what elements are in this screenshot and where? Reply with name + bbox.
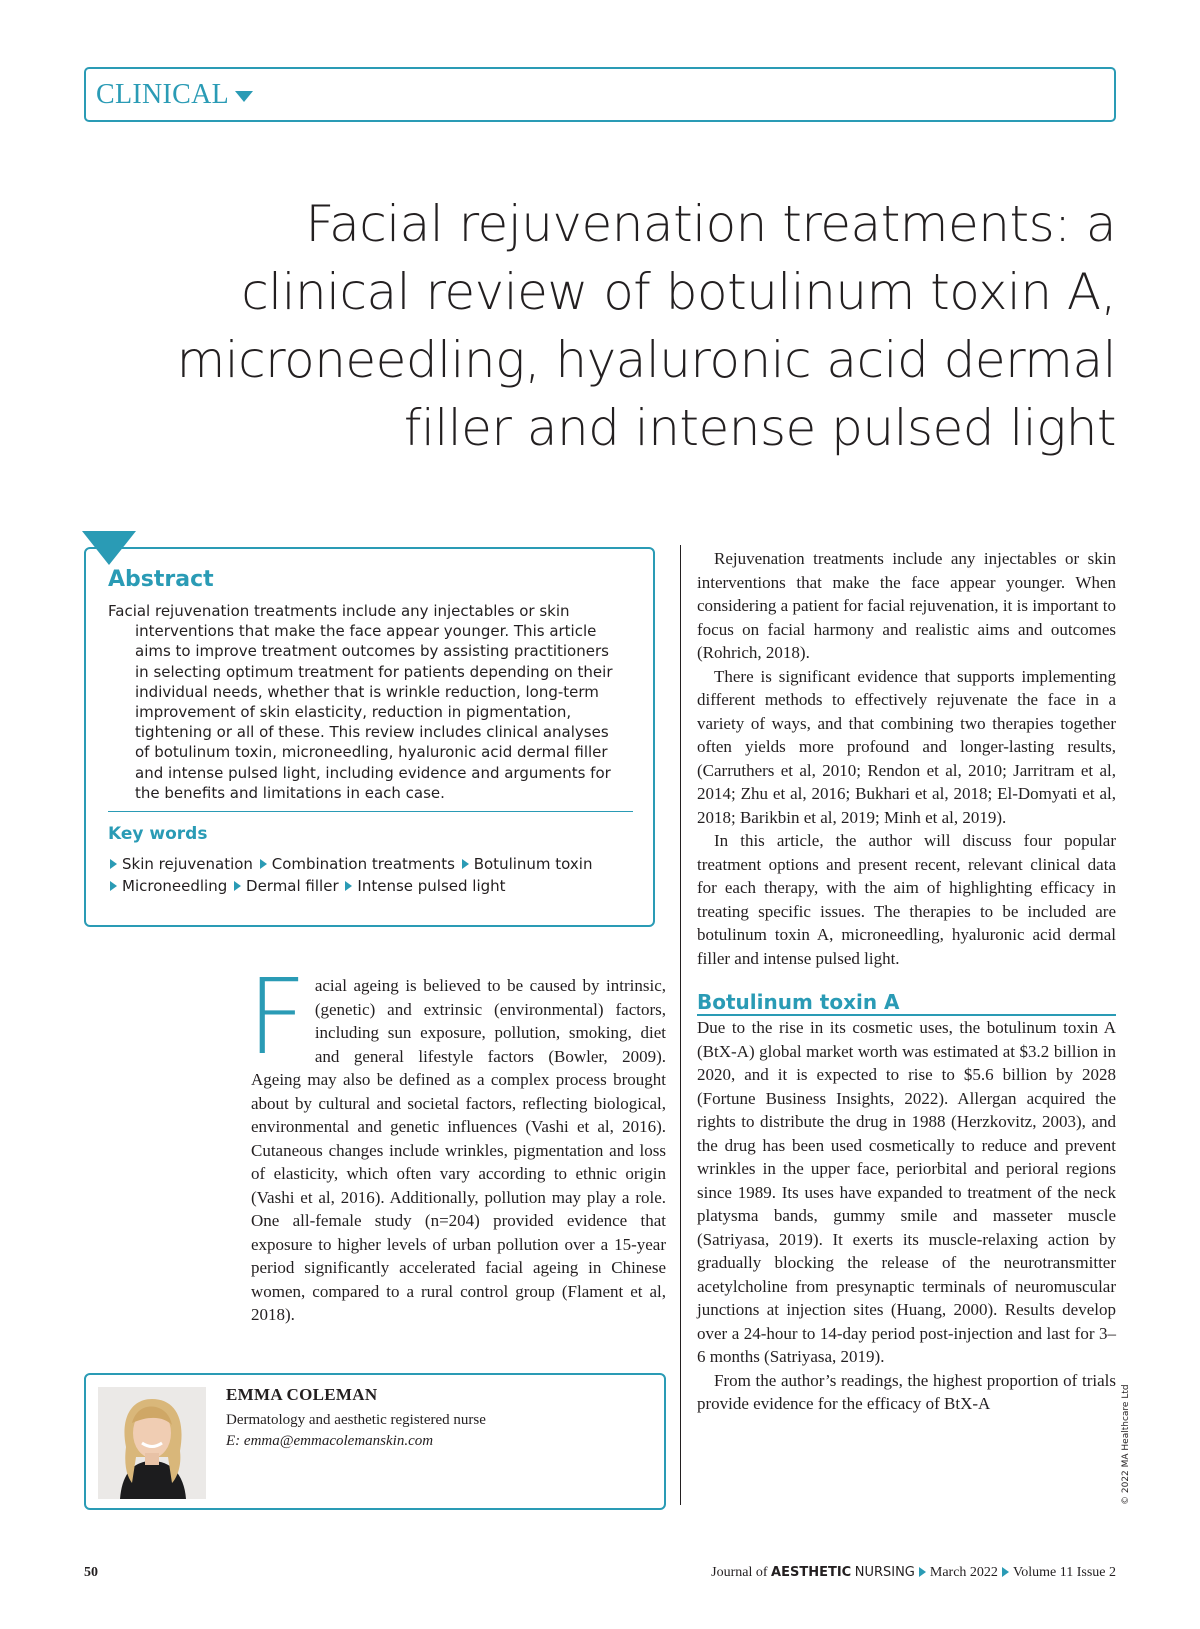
triangle-down-icon — [235, 91, 253, 102]
body-paragraph: There is significant evidence that supports implementing different methods to effectively rejuvenate the face in a variety of ways, and that combining two therapies together often yields more profound and longer-lasting results, (Carruthers et al, 2010; Rendon et al, 2010; Jarritram et al, 2014; Zhu et al, 2016; Bukhari et al, 2018; El-Domyati et al, 2018; Barikbin et al, 2019; Minh et al, 2019). — [697, 666, 1116, 827]
keyword: Botulinum toxin — [473, 855, 593, 873]
keyword: Microneedling — [122, 877, 228, 895]
arrow-right-icon — [462, 859, 469, 869]
page-number: 50 — [84, 1565, 98, 1580]
body-paragraph: Rejuvenation treatments include any injectables or skin interventions that make the face appear younger. When considering a patient for facial rejuvenation, it is important to focus on facial harmony and realistic aims and outcomes (Rohrich, 2018). — [697, 549, 1116, 662]
author-name: EMMA COLEMAN — [226, 1385, 378, 1404]
keywords-heading: Key words — [108, 824, 208, 844]
abstract-box — [84, 547, 655, 927]
intro-text: acial ageing is believed to be caused by intrinsic, (genetic) and extrinsic (environmental) factors, including sun exposure, pollution, smoking, diet and general lifestyle factors (Bowler, 2009). Ageing may also be defined as a complex process brought about by cultural and societal factors, reflecting biological, environmental and genetic influences (Vashi et al, 2016). Cutaneous changes include wrinkles, pigmentation and loss of elasticity, which often vary according to ethnic origin (Vashi et al, 2016). Additionally, pollution may play a role. One all-female study (n=204) provided evidence that exposure to higher levels of urban pollution over a 15-year period significantly accelerated facial ageing in Chinese women, compared to a rural control group (Flament et al, 2018). — [251, 976, 666, 1324]
journal-prefix: Journal of — [711, 1565, 768, 1580]
intro-paragraph — [247, 956, 666, 1327]
column-divider — [680, 545, 681, 1505]
section-heading: Botulinum toxin A — [697, 991, 1116, 1016]
arrow-right-icon — [1002, 1567, 1009, 1577]
drop-cap: F — [247, 956, 307, 1078]
divider — [108, 811, 633, 812]
arrow-right-icon — [110, 881, 117, 891]
article-title: Facial rejuvenation treatments: a clinical review of botulinum toxin A, microneedling, hyaluronic acid dermal filler and intense pulsed light — [176, 195, 1116, 457]
section-label: CLINICAL — [96, 79, 253, 111]
right-column — [697, 547, 1116, 1416]
keyword: Intense pulsed light — [357, 877, 506, 895]
abstract-heading: Abstract — [108, 567, 214, 592]
author-box — [84, 1373, 666, 1510]
author-role: Dermatology and aesthetic registered nurse — [226, 1412, 486, 1428]
abstract-text: Facial rejuvenation treatments include any injectables or skin interventions that make the face appear younger. This article aims to improve treatment outcomes by assisting practitioners in selecting optimum treatment for patients depending on their individual needs, whether that is wrinkle reduction, long-term improvement of skin elasticity, reduction in pigmentation, tightening or all of these. This review includes clinical analyses of botulinum toxin, microneedling, hyaluronic acid dermal filler and intense pulsed light, including evidence and arguments for the benefits and limitations in each case. — [108, 602, 613, 802]
keyword: Combination treatments — [271, 855, 455, 873]
keywords-line — [108, 855, 592, 873]
copyright-notice: © 2022 MA Healthcare Ltd — [1121, 1384, 1131, 1505]
author-email: E: emma@emmacolemanskin.com — [226, 1433, 434, 1449]
keyword: Skin rejuvenation — [122, 855, 253, 873]
volume-issue: Volume 11 Issue 2 — [1012, 1565, 1116, 1580]
keyword: Dermal filler — [246, 877, 339, 895]
section-tag — [84, 67, 1116, 122]
journal-brand: AESTHETIC — [771, 1565, 852, 1580]
arrow-right-icon — [260, 859, 267, 869]
arrow-right-icon — [345, 881, 352, 891]
keywords-line — [108, 877, 506, 895]
author-photo — [98, 1387, 206, 1499]
footer-journal — [711, 1565, 1116, 1581]
body-paragraph: In this article, the author will discuss four popular treatment options and present recent, relevant clinical data for each therapy, with the aim of highlighting efficacy in treating specific issues. The therapies to be included are botulinum toxin A, microneedling, hyaluronic acid dermal filler and intense pulsed light. — [697, 831, 1116, 968]
issue-date: March 2022 — [929, 1565, 998, 1580]
journal-suffix: NURSING — [854, 1565, 915, 1580]
arrow-right-icon — [919, 1567, 926, 1577]
body-paragraph: From the author’s readings, the highest proportion of trials provide evidence for the efficacy of BtX-A — [697, 1370, 1116, 1413]
arrow-right-icon — [110, 859, 117, 869]
body-paragraph: Due to the rise in its cosmetic uses, the botulinum toxin A (BtX-A) global market worth was estimated at $3.2 billion in 2020, and it is expected to rise to $5.6 billion by 2028 (Fortune Business Insights, 2022). Allergan acquired the rights to distribute the drug in 1988 (Herzkovitz, 2003), and the drug has been used cosmetically to reduce and prevent wrinkles in the upper face, periorbital and perioral regions since 1989. Its uses have expanded to treatment of the neck platysma bands, gummy smile and masseter muscle (Satriyasa, 2019). It exerts its muscle-relaxing action by gradually blocking the release of the neurotransmitter acetylcholine from presynaptic terminals of neuromuscular junctions at injection sites (Huang, 2000). Results develop over a 24-hour to 14-day period post-injection and last for 3–6 months (Satriyasa, 2019). — [697, 1018, 1116, 1366]
arrow-right-icon — [234, 881, 241, 891]
